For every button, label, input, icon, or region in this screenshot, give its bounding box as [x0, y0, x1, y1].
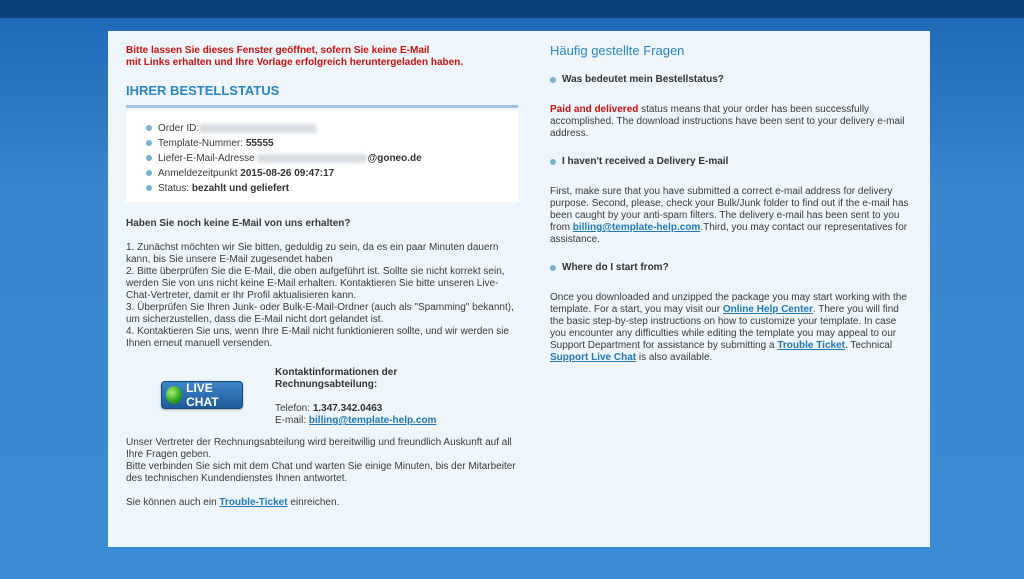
- no-email-heading: Haben Sie noch keine E-Mail von uns erhalten?: [126, 218, 351, 229]
- answer-text: . There you will find the basic step-by-step instructions on how to customize your template. In case you encounter any difficulties while editing the template you may appeal to our Support Department for assistance by submitting a: [550, 304, 899, 351]
- trouble-ticket-link[interactable]: Trouble-Ticket: [219, 497, 288, 508]
- status-value: 55555: [245, 138, 274, 149]
- bullet-icon: [550, 265, 556, 271]
- live-chat-button[interactable]: [161, 381, 243, 409]
- redacted-order-id: [199, 124, 317, 133]
- online-help-center-link[interactable]: Online Help Center: [722, 304, 813, 315]
- status-value: @goneo.de: [367, 153, 422, 164]
- answer-text: First, make sure that you have submitted a correct e-mail address for delivery purpose. Second, please, check your Bulk/Junk folder to find out if the e-mail has been caught by your anti-spam filters. The delivery e-mail has been sent to you from: [550, 186, 909, 233]
- content-panel: [108, 31, 930, 547]
- phone-label: Telefon:: [275, 403, 313, 414]
- answer-text: is also available.: [636, 352, 713, 363]
- bullet-icon: [550, 77, 556, 83]
- order-status-box: [126, 111, 518, 202]
- footer-text: [126, 437, 518, 509]
- answer-text: .Third, you may contact our representatives for assistance.: [550, 222, 908, 245]
- email-label: E-mail:: [275, 415, 309, 426]
- phone-value: 1.347.342.0463: [312, 403, 383, 414]
- bullet-icon: [146, 185, 152, 191]
- warning-line-1: Bitte lassen Sie dieses Fenster geöffnet, sofern Sie keine E-Mail: [126, 45, 430, 56]
- contact-email: [275, 415, 515, 427]
- status-label: Order ID:: [158, 123, 200, 134]
- bullet-icon: [550, 159, 556, 165]
- status-value: 2015-08-26 09:47:17: [240, 168, 335, 179]
- contact-title-2: Rechnungsabteilung:: [275, 379, 378, 390]
- bullet-icon: [146, 155, 152, 161]
- live-chat-label: LIVE CHAT: [186, 381, 219, 409]
- redacted-email: [257, 154, 367, 163]
- faq-answer-2: [550, 186, 915, 246]
- status-item-login-time: [146, 166, 518, 181]
- status-item-template-number: [146, 136, 518, 151]
- top-bar: [0, 0, 1024, 18]
- status-item-order-id: [146, 121, 518, 136]
- ticket-prefix: Sie können auch ein: [126, 497, 220, 508]
- footer-line-1: Unser Vertreter der Rechnungsabteilung wird bereitwillig und freundlich Auskunft auf all Ihre Fragen geben.: [126, 437, 512, 460]
- bullet-icon: [146, 125, 152, 131]
- ticket-suffix: einreichen.: [287, 497, 340, 508]
- question-text: Was bedeutet mein Bestellstatus?: [562, 74, 724, 85]
- step-2: 2. Bitte überprüfen Sie die E-Mail, die oben aufgeführt ist. Sollte sie nicht korrekt sein, werden Sie von uns nicht keine E-Mail erhalten. Kontaktieren Sie bitte unseren Live-Chat-Vertreter, damit er Ihr Profil aktualisieren kann.: [126, 266, 505, 301]
- faq-question-3: [550, 262, 915, 274]
- question-text: Where do I start from?: [562, 262, 669, 273]
- step-4: 4. Kontaktieren Sie uns, wenn Ihre E-Mail nicht funktionieren sollte, und wir werden sie Ihnen erneut manuell versenden.: [126, 326, 509, 349]
- faq-answer-1: [550, 104, 915, 140]
- status-value: bezahlt und geliefert: [191, 183, 290, 194]
- billing-email-link[interactable]: billing@template-help.com: [308, 415, 437, 426]
- status-label: Anmeldezeitpunkt: [158, 168, 241, 179]
- status-item-status: [146, 181, 518, 196]
- status-label: Liefer-E-Mail-Adresse: [158, 153, 258, 164]
- bullet-icon: [146, 140, 152, 146]
- order-status-title: IHRER BESTELLSTATUS: [126, 83, 518, 108]
- support-live-chat-link[interactable]: Support Live Chat: [550, 352, 637, 363]
- step-1: 1. Zunächst möchten wir Sie bitten, geduldig zu sein, da es ein paar Minuten dauern kann, bis Sie unsere E-Mail zugesendet haben: [126, 242, 499, 265]
- step-3: 3. Überprüfen Sie Ihren Junk- oder Bulk-E-Mail-Ordner (auch als "Spamming" bekannt), um sicherzustellen, dass die E-Mail nicht dort gelandet ist.: [126, 302, 514, 325]
- status-item-email: [146, 151, 518, 166]
- answer-text: . Technical: [844, 340, 893, 351]
- faq-answer-3: [550, 292, 915, 364]
- status-label: Status:: [158, 183, 192, 194]
- faq-question-1: [550, 74, 915, 86]
- status-label: Template-Nummer:: [158, 138, 246, 149]
- online-status-icon: [166, 386, 182, 404]
- paid-delivered-highlight: Paid and delivered: [550, 104, 639, 115]
- trouble-ticket-line: [126, 497, 518, 509]
- faq-billing-email-link[interactable]: billing@template-help.com: [572, 222, 701, 233]
- trouble-ticket-link-faq[interactable]: Trouble Ticket: [777, 340, 845, 351]
- contact-phone: [275, 403, 515, 415]
- faq-question-2: [550, 156, 915, 168]
- billing-contact: [275, 367, 515, 427]
- answer-text: Once you downloaded and unzipped the package you may start working with the template. For a start, you may visit our: [550, 292, 907, 315]
- left-column: [126, 45, 518, 509]
- contact-row: [126, 367, 518, 437]
- contact-title-1: Kontaktinformationen der: [275, 367, 398, 378]
- bullet-icon: [146, 170, 152, 176]
- no-email-steps: [126, 242, 518, 350]
- faq-title: Häufig gestellte Fragen: [550, 43, 685, 58]
- answer-text: status means that your order has been successfully accomplished. The download instructions have been sent to your delivery e-mail address.: [550, 104, 905, 139]
- question-text: I haven't received a Delivery E-mail: [562, 156, 729, 167]
- warning-line-2: mit Links erhalten und Ihre Vorlage erfolgreich heruntergeladen haben.: [126, 57, 464, 68]
- faq-column: [550, 43, 915, 364]
- footer-line-2: Bitte verbinden Sie sich mit dem Chat und warten Sie einige Minuten, bis der Mitarbeiter des technischen Kundendienstes Ihnen antwortet.: [126, 461, 516, 484]
